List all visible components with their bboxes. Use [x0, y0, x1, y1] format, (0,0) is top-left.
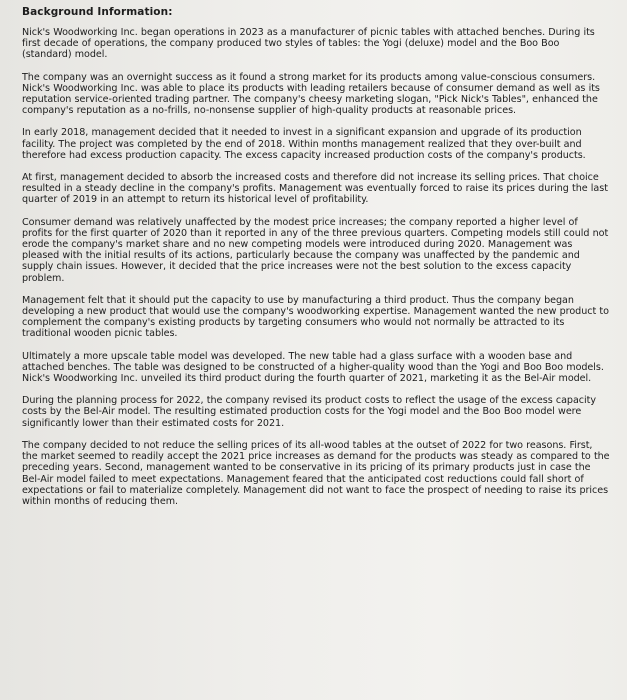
paragraph-6: Management felt that it should put the capacity to use by manufacturing a third product. Thus the company began developing a new product that would use the company's woodworking expertise. Management wanted the new product to complement the company's existing products by targeting consumers who would not normally be attracted to its traditional wooden picnic tables.: [22, 294, 609, 340]
section-heading: Background Information:: [22, 6, 173, 18]
paragraph-7: Ultimately a more upscale table model was developed. The new table had a glass surface with a wooden base and attached benches. The table was designed to be constructed of a higher-quality wood than the Yogi and Boo Boo models. Nick's Woodworking Inc. unveiled its third product during the fourth quarter of 2021, marketing it as the Bel-Air model.: [22, 350, 604, 385]
paragraph-3: In early 2018, management decided that it needed to invest in a significant expansion and upgrade of its production facility. The project was completed by the end of 2018. Within months management realized that they over-built and therefore had excess production capacity. The excess capacity increased production costs of the company's products.: [22, 127, 586, 161]
paragraph-2: The company was an overnight success as it found a strong market for its products among value-conscious consumers. Nick's Woodworking Inc. was able to place its products with leading retailers because of consumer demand as well as its reputation service-oriented trading partner. The company's cheesy marketing slogan, "Pick Nick's Tables", enhanced the company's reputation as a no-frills, no-nonsense supplier of high-quality products at reasonable prices.: [22, 71, 600, 117]
paragraph-4: At first, management decided to absorb the increased costs and therefore did not increase its selling prices. That choice resulted in a steady decline in the company's profits. Management was eventually forced to raise its prices during the last quarter of 2019 in an attempt to return its historical level of profitability.: [22, 172, 608, 206]
paragraph-1: Nick's Woodworking Inc. began operations in 2023 as a manufacturer of picnic tables with attached benches. During its first decade of operations, the company produced two styles of tables: the Yogi (deluxe) model and the Boo Boo (standard) model.: [22, 27, 595, 61]
paragraph-5: Consumer demand was relatively unaffected by the modest price increases; the company reported a higher level of profits for the first quarter of 2020 than it reported in any of the three previous quarters. Competing models still could not erode the company's market share and no new competing models were introduced during 2020. Management was pleased with the initial results of its actions, particularly because the company was unaffected by the pandemic and supply chain issues. However, it decided that the price increases were not the best solution to the excess capacity problem.: [22, 216, 609, 284]
paragraph-9: The company decided to not reduce the selling prices of its all-wood tables at the outset of 2022 for two reasons. First, the market seemed to readily accept the 2021 price increases as demand for the products was steady as compared to the preceding years. Second, management wanted to be conservative in its pricing of its primary products just in case the Bel-Air model failed to meet expectations. Management feared that the anticipated cost reductions could fall short of expectations or fail to materialize completely. Management did not want to face the prospect of needing to raise its prices within months of reducing them.: [22, 439, 610, 507]
paragraph-8: During the planning process for 2022, the company revised its product costs to reflect the usage of the excess capacity costs by the Bel-Air model. The resulting estimated production costs for the Yogi model and the Boo Boo model were significantly lower than their estimated costs for 2021.: [22, 395, 596, 429]
